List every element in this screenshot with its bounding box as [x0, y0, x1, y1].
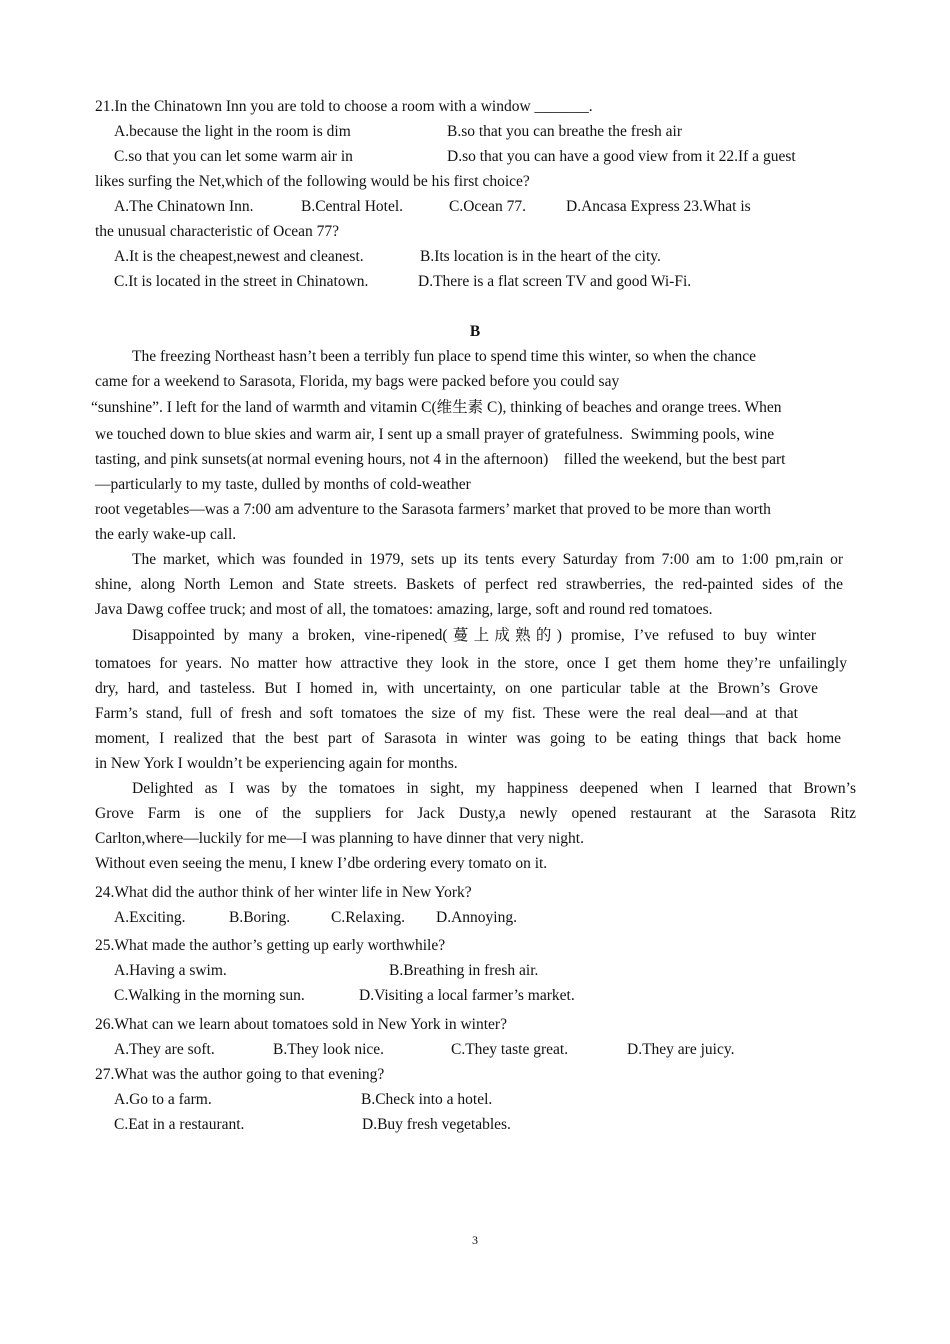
q22-stem: likes surfing the Net,which of the following would be his first choice?	[95, 173, 530, 190]
q21-stem: 21.In the Chinatown Inn you are told to choose a room with a window _______.	[95, 98, 593, 115]
passage-line: Java Dawg coffee truck; and most of all, the tomatoes: amazing, large, soft and round red tomatoes.	[95, 601, 713, 618]
q26-option-b: B.They look nice.	[273, 1041, 385, 1058]
passage-line: Delighted as I was by the tomatoes in sight, my happiness deepened when I learned that Brown’s	[132, 780, 856, 797]
section-heading: B	[469, 323, 481, 340]
q24-option-d: D.Annoying.	[436, 909, 517, 926]
passage-line: Carlton,where—luckily for me—I was planning to have dinner that very night.	[95, 830, 584, 847]
passage-line: moment, I realized that the best part of Sarasota in winter was going to be eating things that back home	[95, 730, 841, 747]
q22-option-d: D.Ancasa Express 23.What is	[566, 198, 751, 215]
passage-line: the early wake-up call.	[95, 526, 237, 543]
q25-option-a: A.Having a swim.	[114, 962, 227, 979]
q25-option-d: D.Visiting a local farmer’s market.	[359, 987, 575, 1004]
q21-option-d: D.so that you can have a good view from it 22.If a guest	[447, 148, 796, 165]
q26-option-c: C.They taste great.	[451, 1041, 569, 1058]
q21-option-b: B.so that you can breathe the fresh air	[447, 123, 682, 140]
passage-line: Farm’s stand, full of fresh and soft tomatoes the size of my fist. These were the real deal—and at that	[95, 705, 798, 722]
passage-line: tomatoes for years. No matter how attractive they look in the store, once I get them home they’re unfailingly	[95, 655, 847, 672]
passage-line: root vegetables—was a 7:00 am adventure to the Sarasota farmers’ market that proved to be more than worth	[95, 501, 771, 518]
q25-option-b: B.Breathing in fresh air.	[389, 962, 539, 979]
q22-option-a: A.The Chinatown Inn.	[114, 198, 254, 215]
q24-option-a: A.Exciting.	[114, 909, 186, 926]
q26-option-a: A.They are soft.	[114, 1041, 215, 1058]
q23-stem: the unusual characteristic of Ocean 77?	[95, 223, 340, 240]
passage-line: dry, hard, and tasteless. But I homed in, with uncertainty, on one particular table at the Brown’s Grove	[95, 680, 818, 697]
passage-line: tasting, and pink sunsets(at normal evening hours, not 4 in the afternoon) filled the weekend, but the best part	[95, 451, 786, 468]
q26-option-d: D.They are juicy.	[627, 1041, 735, 1058]
q27-option-b: B.Check into a hotel.	[361, 1091, 493, 1108]
q23-option-b: B.Its location is in the heart of the city.	[420, 248, 661, 265]
passage-line: Without even seeing the menu, I knew I’dbe ordering every tomato on it.	[95, 855, 548, 872]
passage-line: Grove Farm is one of the suppliers for Jack Dusty,a newly opened restaurant at the Sarasota Ritz	[95, 805, 856, 822]
q27-stem: 27.What was the author going to that evening?	[95, 1066, 385, 1083]
q23-option-a: A.It is the cheapest,newest and cleanest.	[114, 248, 364, 265]
passage-line: —particularly to my taste, dulled by months of cold-weather	[95, 476, 471, 493]
q25-option-c: C.Walking in the morning sun.	[114, 987, 305, 1004]
passage-line: Disappointed by many a broken, vine-ripened(蔓上成熟的) promise, I’ve refused to buy winter	[132, 627, 816, 644]
q27-option-d: D.Buy fresh vegetables.	[362, 1116, 511, 1133]
passage-line: in New York I wouldn’t be experiencing again for months.	[95, 755, 458, 772]
q22-option-c: C.Ocean 77.	[449, 198, 527, 215]
passage-line: The market, which was founded in 1979, sets up its tents every Saturday from 7:00 am to 1:00 pm,rain or	[132, 551, 843, 568]
q22-option-b: B.Central Hotel.	[301, 198, 404, 215]
page-number: 3	[472, 1233, 478, 1247]
passage-line: we touched down to blue skies and warm air, I sent up a small prayer of gratefulness. Swimming pools, wine	[95, 426, 775, 443]
passage-line: “sunshine”. I left for the land of warmth and vitamin C(维生素 C), thinking of beaches and orange trees. When	[91, 399, 782, 416]
q24-option-c: C.Relaxing.	[331, 909, 406, 926]
passage-line: The freezing Northeast hasn’t been a terribly fun place to spend time this winter, so when the chance	[132, 348, 757, 365]
passage-line: shine, along North Lemon and State streets. Baskets of perfect red strawberries, the red-painted sides of the	[95, 576, 843, 593]
q27-option-c: C.Eat in a restaurant.	[114, 1116, 245, 1133]
q25-stem: 25.What made the author’s getting up early worthwhile?	[95, 937, 446, 954]
q26-stem: 26.What can we learn about tomatoes sold in New York in winter?	[95, 1016, 507, 1033]
passage-line: came for a weekend to Sarasota, Florida, my bags were packed before you could say	[95, 373, 620, 390]
q23-option-c: C.It is located in the street in Chinatown.	[114, 273, 369, 290]
q24-option-b: B.Boring.	[229, 909, 291, 926]
q27-option-a: A.Go to a farm.	[114, 1091, 212, 1108]
q24-stem: 24.What did the author think of her winter life in New York?	[95, 884, 472, 901]
q21-option-a: A.because the light in the room is dim	[114, 123, 351, 140]
q21-option-c: C.so that you can let some warm air in	[114, 148, 353, 165]
q23-option-d: D.There is a flat screen TV and good Wi-Fi.	[418, 273, 692, 290]
